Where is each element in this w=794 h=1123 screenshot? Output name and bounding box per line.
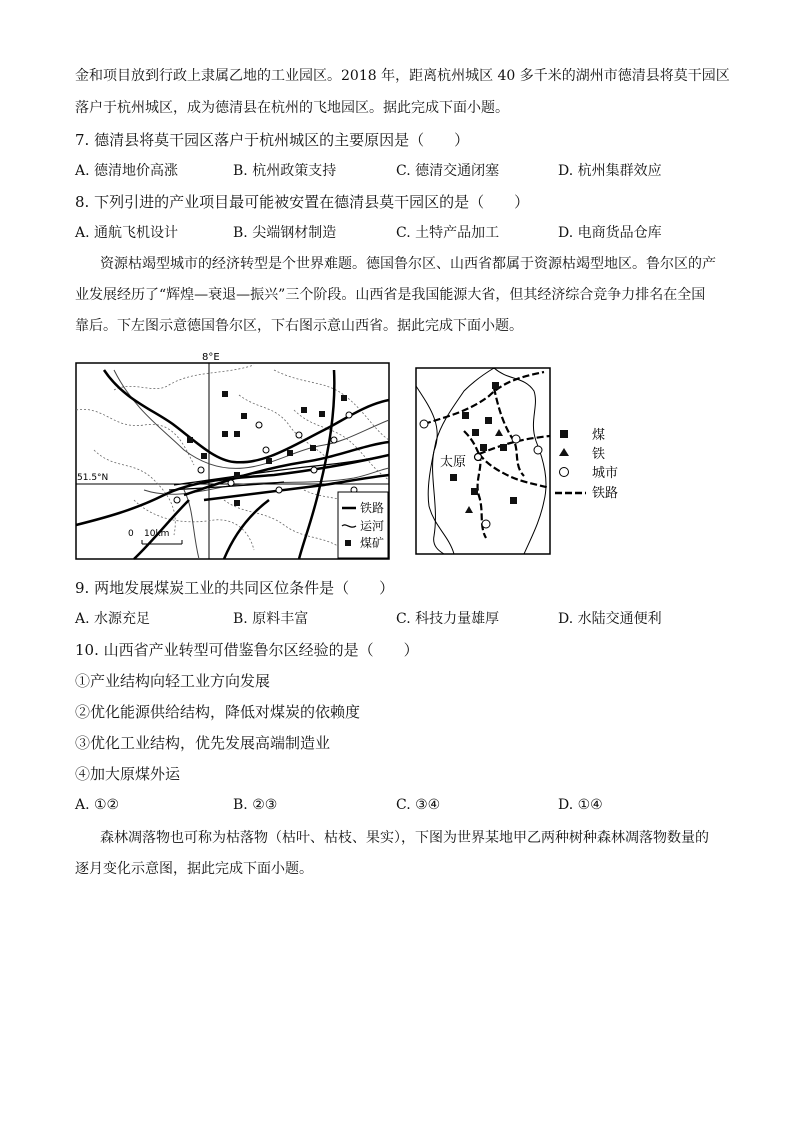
legend-city-symbol <box>560 468 569 477</box>
q10-item-2: ②优化能源供给结构，降低对煤炭的依赖度 <box>75 703 361 721</box>
legend-iron-label: 铁 <box>592 447 606 462</box>
q10-stem: 10. 山西省产业转型可借鉴鲁尔区经验的是（ ） <box>75 641 419 659</box>
taiyuan-label: 太原 <box>440 455 467 470</box>
legend-railway-label: 铁路 <box>360 501 385 515</box>
q10-option-a[interactable]: A. ①② <box>75 797 120 813</box>
passage2-line1: 资源枯竭型城市的经济转型是个世界难题。德国鲁尔区、山西省都属于资源枯竭型地区。鲁尔区的产 <box>100 256 716 272</box>
legend-coal-label: 煤 <box>592 428 606 443</box>
passage1-line2: 落户于杭州城区，成为德清县在杭州的飞地园区。据此完成下面小题。 <box>75 100 509 116</box>
q7-option-d[interactable]: D. 杭州集群效应 <box>558 163 662 179</box>
legend-coal-label: 煤矿 <box>360 536 385 550</box>
q9-option-a[interactable]: A. 水源充足 <box>75 611 151 627</box>
q10-option-b[interactable]: B. ②③ <box>233 797 278 813</box>
q8-option-d[interactable]: D. 电商货品仓库 <box>558 225 662 241</box>
legend-coal-symbol <box>345 540 351 546</box>
q8-option-a[interactable]: A. 通航飞机设计 <box>75 225 179 241</box>
q10-option-c[interactable]: C. ③④ <box>396 797 441 813</box>
legend-coal-symbol <box>560 430 568 438</box>
q9-option-c[interactable]: C. 科技力量雄厚 <box>396 611 500 627</box>
passage2-line3: 靠后。下左图示意德国鲁尔区，下右图示意山西省。据此完成下面小题。 <box>75 318 523 334</box>
q8-stem: 8. 下列引进的产业项目最可能被安置在德清县莫干园区的是（ ） <box>75 193 530 211</box>
longitude-label: 8°E <box>202 352 220 363</box>
q8-option-b[interactable]: B. 尖端钢材制造 <box>233 225 337 241</box>
q7-option-b[interactable]: B. 杭州政策支持 <box>233 163 337 179</box>
q10-item-1: ①产业结构向轻工业方向发展 <box>75 672 271 690</box>
legend-canal-label: 运河 <box>360 519 385 533</box>
passage2-line2: 业发展经历了“辉煌—衰退—振兴”三个阶段。山西省是我国能源大省，但其经济综合竞争力排名在全国 <box>75 287 706 303</box>
passage3-line2: 逐月变化示意图，据此完成下面小题。 <box>75 861 313 877</box>
scale-label: 10km <box>144 529 170 539</box>
shanxi-map <box>414 366 634 558</box>
q9-option-d[interactable]: D. 水陆交通便利 <box>558 611 662 627</box>
q7-option-a[interactable]: A. 德清地价高涨 <box>75 163 179 179</box>
q10-option-d[interactable]: D. ①④ <box>558 797 603 813</box>
latitude-label: 51.5°N <box>77 473 109 483</box>
passage3-line1: 森林凋落物也可称为枯落物（枯叶、枯枝、果实），下图为世界某地甲乙两种树种森林凋落物数量的 <box>100 830 709 846</box>
passage1-line1: 金和项目放到行政上隶属乙地的工业园区。2018 年，距离杭州城区 40 多千米的湖州市德清县将莫干园区 <box>75 68 730 84</box>
legend-iron-symbol <box>559 448 569 456</box>
q7-option-c[interactable]: C. 德清交通闭塞 <box>396 163 500 179</box>
legend-city-label: 城市 <box>592 466 619 481</box>
q10-item-3: ③优化工业结构，优先发展高端制造业 <box>75 734 331 752</box>
taiyuan-marker <box>475 454 482 461</box>
q9-option-b[interactable]: B. 原料丰富 <box>233 611 309 627</box>
ruhr-map <box>74 350 392 562</box>
q7-stem: 7. 德清县将莫干园区落户于杭州城区的主要原因是（ ） <box>75 131 470 149</box>
legend-railway-label: 铁路 <box>592 486 619 501</box>
scale-zero: 0 <box>128 529 134 539</box>
q10-item-4: ④加大原煤外运 <box>75 765 181 783</box>
q9-stem: 9. 两地发展煤炭工业的共同区位条件是（ ） <box>75 579 395 597</box>
q8-option-c[interactable]: C. 土特产品加工 <box>396 225 500 241</box>
